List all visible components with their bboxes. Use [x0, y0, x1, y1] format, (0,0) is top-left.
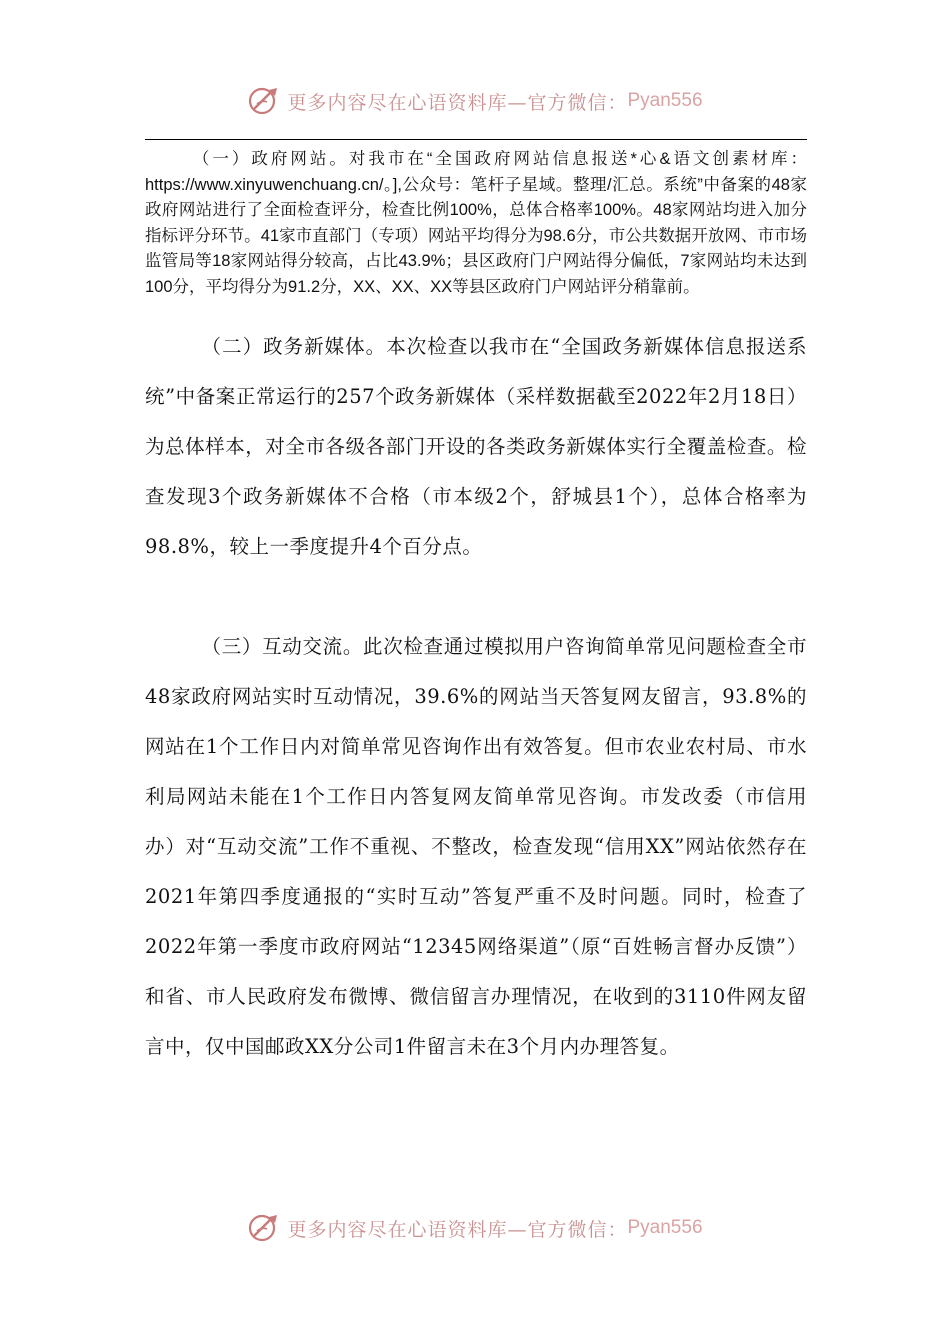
watermark-text: 更多内容尽在心语资料库—官方微信： — [287, 1218, 628, 1241]
watermark-wechat-id: Pyan556 — [627, 1217, 703, 1238]
pen-logo-icon — [247, 1213, 281, 1243]
watermark-wechat-id: Pyan556 — [627, 90, 703, 111]
watermark-text: 更多内容尽在心语资料库—官方微信： — [287, 91, 628, 114]
pen-logo-icon — [247, 86, 281, 116]
paragraph-government-websites: （一）政府网站。对我市在“全国政府网站信息报送*心&语文创素材库：https://www.xinyuwenchuang.cn/。],公众号：笔杆子星域。整理/汇总。系统”中备案的48家政府网站进行了全面检查评分，检查比例100%，总体合格率100%。48家网站均进入加分指标评分环节。41家市直部门（专项）网站平均得分为98.6分，市公共数据开放网、市市场监管局等18家网站得分较高，占比43.9%；县区政府门户网站得分偏低，7家网站均未达到100分，平均得分为91.2分，XX、XX、XX等县区政府门户网站评分稍靠前。 — [145, 150, 807, 296]
header-watermark — [0, 86, 950, 116]
header-divider — [145, 139, 807, 140]
footer-watermark — [0, 1213, 950, 1243]
paragraph-interaction: （三）互动交流。此次检查通过模拟用户咨询简单常见问题检查全市48家政府网站实时互动情况，39.6%的网站当天答复网友留言，93.8%的网站在1个工作日内对简单常见咨询作出有效答复。但市农业农村局、市水利局网站未能在1个工作日内答复网友简单常见咨询。市发改委（市信用办）对“互动交流”工作不重视、不整改，检查发现“信用XX”网站依然存在2021年第四季度通报的“实时互动”答复严重不及时问题。同时，检查了2022年第一季度市政府网站“12345网络渠道”（原“百姓畅言督办反馈”）和省、市人民政府发布微博、微信留言办理情况，在收到的3110件网友留言中，仅中国邮政XX分公司1件留言未在3个月内办理答复。 — [145, 635, 807, 1058]
paragraph-new-media: （二）政务新媒体。本次检查以我市在“全国政务新媒体信息报送系统”中备案正常运行的257个政务新媒体（采样数据截至2022年2月18日）为总体样本，对全市各级各部门开设的各类政务新媒体实行全覆盖检查。检查发现3个政务新媒体不合格（市本级2个，舒城县1个），总体合格率为98.8%，较上一季度提升4个百分点。 — [145, 335, 807, 558]
